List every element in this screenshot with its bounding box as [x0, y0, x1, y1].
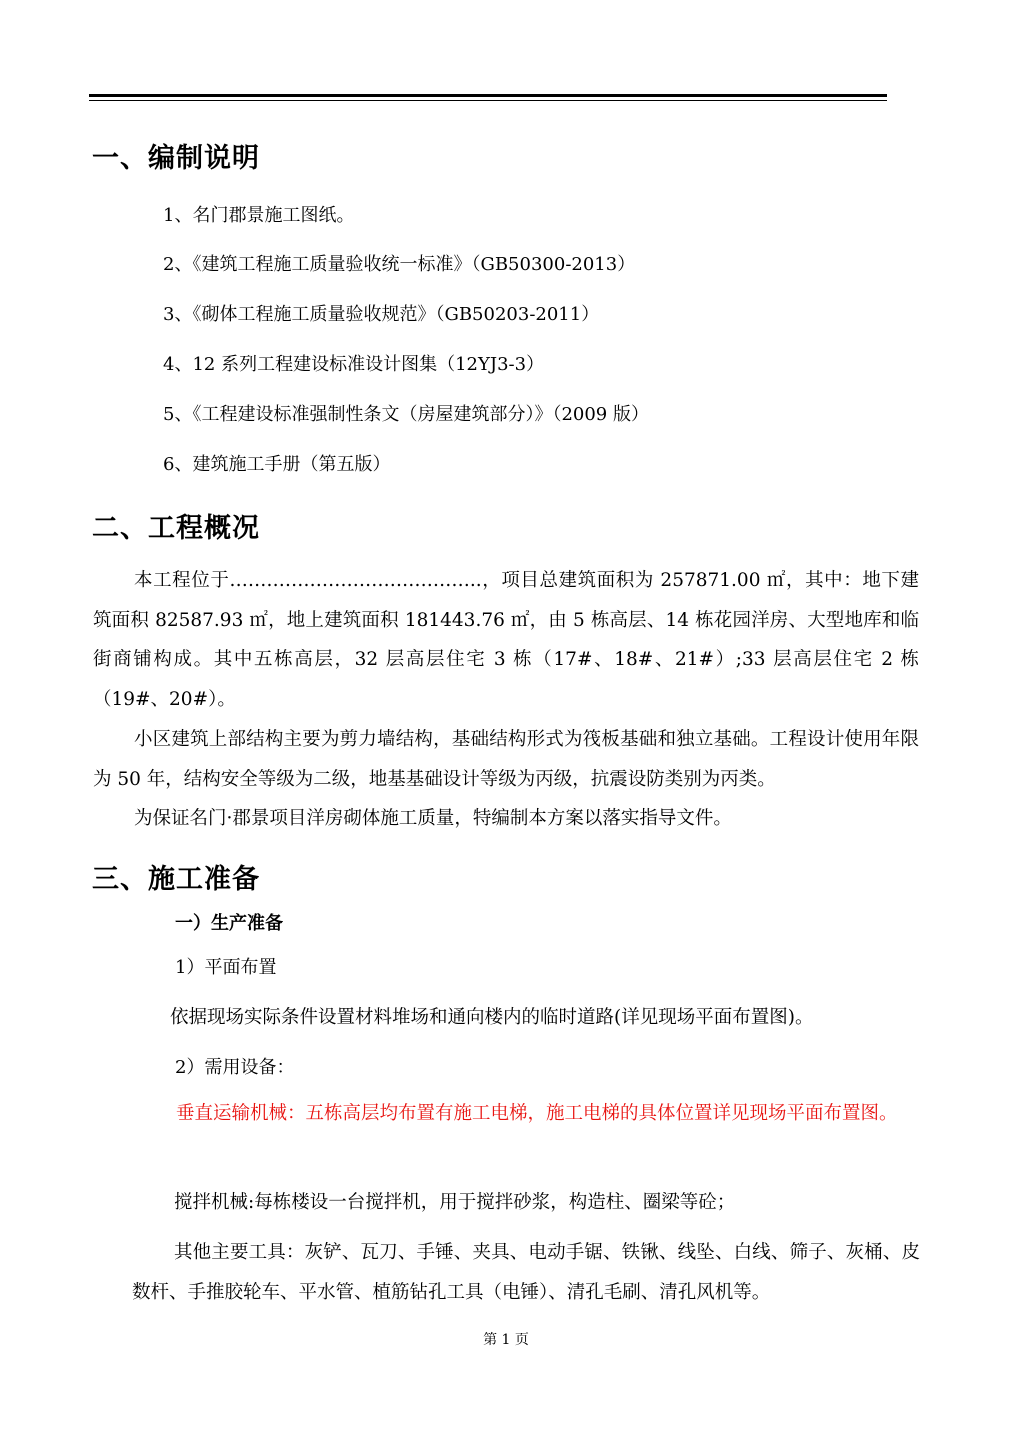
reference-item: 1、名门郡景施工图纸。 — [163, 205, 355, 226]
mixer-note: 搅拌机械:每栋楼设一台搅拌机，用于搅拌砂浆，构造柱、圈梁等砼； — [174, 1192, 736, 1213]
subsection-production-preparation: 一）生产准备 — [175, 913, 283, 934]
item-equipment: 2）需用设备： — [175, 1057, 295, 1078]
overview-paragraph: 本工程位于…………………………………..，项目总建筑面积为 257871.00 ㎡，其中：地下建筑面积 82587.93 ㎡，地上建筑面积 181443.76 ㎡，由 5 栋高层、14 栋花园洋房、大型地库和临街商铺构成。其中五栋高层，32 层高层住宅 3 栋（17#、18#、21#）;33 层高层住宅 2 栋（19#、20#）。 — [93, 570, 919, 710]
reference-item: 5、《工程建设标准强制性条文（房屋建筑部分）》（2009 版） — [163, 404, 649, 425]
reference-item: 3、《砌体工程施工质量验收规范》（GB50203-2011） — [163, 304, 600, 325]
overview-paragraph: 小区建筑上部结构主要为剪力墙结构，基础结构形式为筏板基础和独立基础。工程设计使用年限为 50 年，结构安全等级为二级，地基基础设计等级为丙级，抗震设防类别为丙类。 — [93, 729, 919, 790]
page-number: 第 1 页 — [483, 1332, 529, 1348]
tools-note: 其他主要工具：灰铲、瓦刀、手锤、夹具、电动手锯、铁锹、线坠、白线、筛子、灰桶、皮数杆、手推胶轮车、平水管、植筋钻孔工具（电锤）、清孔毛刷、清孔风机等。 — [132, 1242, 920, 1303]
reference-item: 6、建筑施工手册（第五版） — [163, 454, 391, 475]
item-site-layout: 1）平面布置 — [175, 957, 277, 978]
section-title-construction-preparation: 三、施工准备 — [92, 864, 260, 895]
overview-paragraph: 为保证名门·郡景项目洋房砌体施工质量，特编制本方案以落实指导文件。 — [134, 808, 732, 829]
header-rule-thick — [89, 94, 887, 97]
section-title-project-overview: 二、工程概况 — [92, 513, 260, 544]
reference-item: 2、《建筑工程施工质量验收统一标准》（GB50300-2013） — [163, 254, 636, 275]
reference-item: 4、12 系列工程建设标准设计图集（12YJ3-3） — [163, 354, 545, 375]
header-rule-thin — [89, 100, 887, 101]
vertical-transport-note: 垂直运输机械：五栋高层均布置有施工电梯，施工电梯的具体位置详见现场平面布置图。 — [176, 1103, 898, 1124]
section-title-preparation-notes: 一、编制说明 — [92, 143, 260, 174]
item-site-layout-text: 依据现场实际条件设置材料堆场和通向楼内的临时道路(详见现场平面布置图)。 — [170, 1007, 814, 1028]
